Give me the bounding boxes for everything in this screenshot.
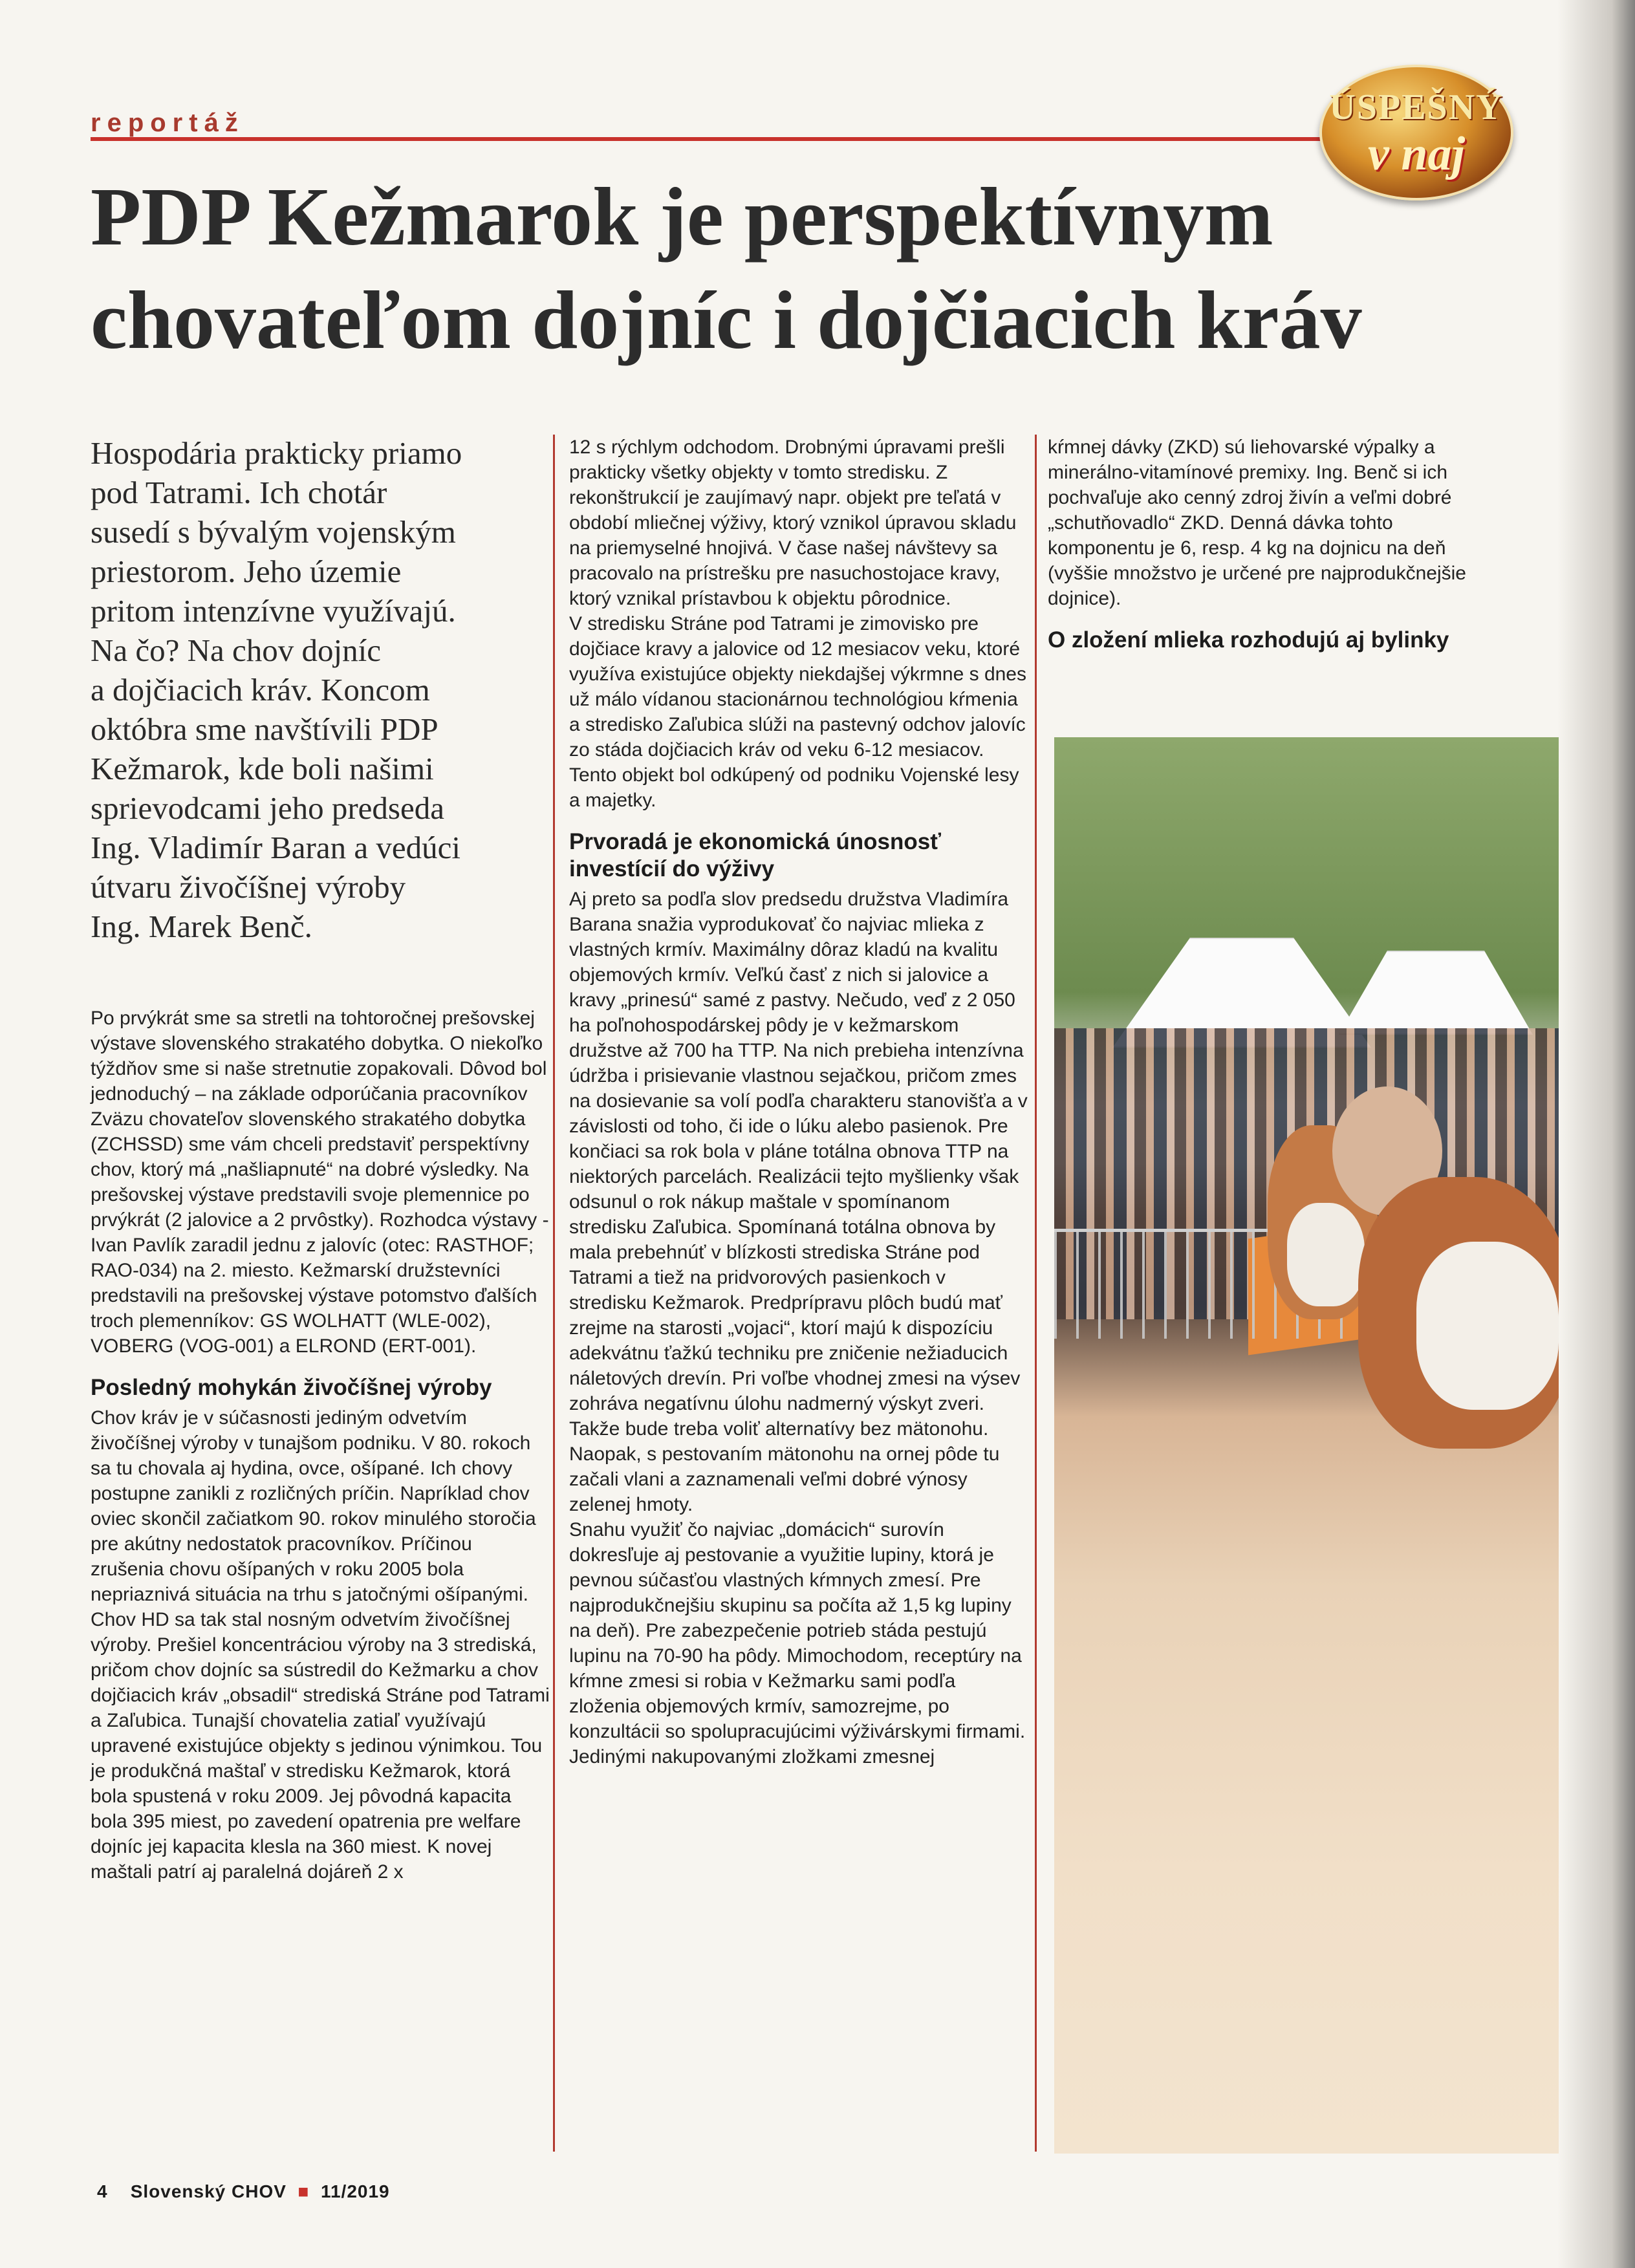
page-gutter [1557, 0, 1635, 2268]
white-tent-2 [1339, 951, 1533, 1035]
top-rule [91, 137, 1358, 141]
subheading: Prvoradá je ekonomická únosnosť investícií do výživy [569, 829, 942, 881]
lead-line: Na čo? Na chov dojníc [91, 632, 381, 668]
paragraph: Chov HD sa tak stal nosným odvetvím živočíšnej výroby. Prešiel koncentráciou výroby na 3 strediská, pričom chov dojníc sa sústredil do Kežmarku a chov dojčiacich kráv „obsadil“ strediská Stráne pod Tatrami a Zaľubica. Tunajší chovatelia zatiaľ využívajú upravené existujúce objekty s jedinou výnimkou. Tou je produkčná maštaľ v stredisku Kežmarok, ktorá bola spustená v roku 2009. Jej pôvodná kapacita bola 395 miest, po zavedení opatrenia pre welfare dojníc jej kapacita klesla na 360 miest. K novej maštali patrí aj paralelná dojáreň 2 x [91, 1609, 550, 1883]
lead-line: susedí s bývalým vojenským [91, 514, 456, 550]
column-divider-2 [1035, 435, 1037, 2152]
lead-line: priestorom. Jeho územie [91, 554, 402, 589]
lead-line: Hospodária prakticky priamo [91, 435, 462, 471]
section-label: reportáž [91, 109, 244, 137]
text-column-2 [569, 435, 1028, 1769]
magazine-name: Slovenský CHOV [130, 2181, 287, 2201]
paragraph: Jedinými nakupovanými zložkami zmesnej [569, 1746, 935, 1767]
paragraph: 12 s rýchlym odchodom. Drobnými úpravami prešli prakticky všetky objekty v tomto stredisku. Z rekonštrukcií je zaujímavý napr. objekt pre teľatá v období mliečnej výživy, ktorý vznikol úpravou skladu na priemyselné hnojivá. V čase našej návštevy sa pracovalo na prístrešku pre nasuchostojace kravy, ktorý vznikal prístavbou k objektu pôrodnice. [569, 437, 1017, 609]
cow-white-patch [1416, 1242, 1559, 1410]
page-footer [97, 2181, 390, 2202]
paragraph: kŕmnej dávky (ZKD) sú liehovarské výpalky a minerálno-vitamínové premixy. Ing. Benč si ich pochvaľuje ako cenný zdroj živín a veľmi dobré „schutňovadlo“ ZKD. Denná dávka tohto komponentu je 6, resp. 4 kg na dojnicu na deň (vyššie množstvo je určené pre najprodukčnejšie dojnice). [1048, 437, 1466, 609]
article-title [91, 165, 1384, 372]
subheading: O zložení mlieka rozhodujú aj bylinky [1048, 627, 1449, 653]
page-number: 4 [97, 2181, 108, 2201]
lead-paragraph [91, 433, 543, 946]
footer-separator: ■ [292, 2181, 316, 2201]
lead-line: Ing. Vladimír Baran a vedúci [91, 830, 460, 865]
subheading: Posledný mohykán živočíšnej výroby [91, 1375, 492, 1400]
lead-line: sprievodcami jeho predseda [91, 790, 444, 826]
lead-line: Kežmarok, kde boli našimi [91, 751, 434, 786]
text-column-1 [91, 1006, 550, 1885]
lead-line: útvaru živočíšnej výroby [91, 869, 406, 905]
badge-text-bottom: v naj [1367, 127, 1466, 180]
title-line-2: chovateľom dojníc i dojčiacich kráv [91, 274, 1362, 366]
lead-line: a dojčiacich kráv. Koncom [91, 672, 430, 707]
title-line-1: PDP Kežmarok je perspektívnym [91, 171, 1273, 263]
lead-line: Ing. Marek Benč. [91, 909, 312, 944]
paragraph: Po prvýkrát sme sa stretli na tohtoročnej prešovskej výstave slovenského strakatého dobytka. O niekoľko týždňov sme si naše stretnutie zopakovali. Dôvod bol jednoduchý – na základe odporúčania pracovníkov Zväzu chovateľov slovenského strakatého dobytka (ZCHSSD) sme vám chceli predstaviť perspektívny chov, ktorý má „našliapnuté“ na dobré výsledky. Na prešovskej výstave predstavili svoje plemennice po prvýkrát (2 jalovice a 2 prvôstky). Rozhodca výstavy - Ivan Pavlík zaradil jednu z jalovíc (otec: RASTHOF; RAO-034) na 2. miesto. Kežmarskí družstevníci predstavili na prešovskej výstave potomstvo ďalších troch plemenníkov: GS WOLHATT (WLE-002), VOBERG (VOG-001) a ELROND (ERT-001). [91, 1008, 549, 1357]
calf-white-patch [1287, 1203, 1365, 1306]
issue-number: 11/2019 [320, 2181, 390, 2201]
cattle-show-photo [1054, 737, 1559, 2154]
paragraph: V stredisku Stráne pod Tatrami je zimovisko pre dojčiace kravy a jalovice od 12 mesiacov veku, ktoré využíva existujúce objekty niekdajšej výkrmne s dnes už málo vídanou stacionárnou technológiou kŕmenia a stredisko Zaľubica slúži na pastevný odchov jalovíc zo stáda dojčiacich kráv od veku 6-12 mesiacov. Tento objekt bol odkúpený od podniku Vojenské lesy a majetky. [569, 613, 1026, 811]
text-column-3 [1048, 435, 1500, 658]
badge-text-top: ÚSPEŠNÝ [1329, 87, 1504, 127]
lead-line: pritom intenzívne využívajú. [91, 593, 456, 629]
paragraph: Aj preto sa podľa slov predsedu družstva Vladimíra Barana snažia vyprodukovať čo najviac mlieka z vlastných krmív. Maximálny dôraz kladú na kvalitu objemových krmív. Veľkú časť z nich si jalovice a kravy „prinesú“ samé z pastvy. Nečudo, veď z 2 050 ha poľnohospodárskej pôdy je v kežmarskom družstve až 700 ha TTP. Na nich prebieha intenzívna údržba i prisievanie vlastnou sejačkou, pričom zmes na dosievanie sa volí podľa charakteru stanovišťa a v závislosti od toho, či ide o lúku alebo pasienok. Pre končiaci sa rok bola v pláne totálna obnova TTP na niektorých parcelách. Realizácii tejto myšlienky však odsunul o rok nákup maštale v spomínanom stredisku Zaľubica. Spomínaná totálna obnova by mala prebehnúť v blízkosti strediska Stráne pod Tatrami a tiež na pridvorových pasienkoch v stredisku Kežmarok. Predprípravu plôch budú mať zrejme na starosti „vojaci“, ktorí majú k dispozíciu adekvátnu ťažkú techniku pre zničenie nežiaducich náletových drevín. Pri voľbe vhodnej zmesi na výsev zohráva negatívnu úlohu nadmerný výskyt zveri. Takže bude treba voliť alternatívy bez mätonohu. Naopak, s pestovaním mätonohu na ornej pôde tu začali vlani a zaznamenali veľmi dobré výnosy zelenej hmoty. [569, 889, 1028, 1515]
paragraph: Chov kráv je v súčasnosti jediným odvetvím živočíšnej výroby v tunajšom podniku. V 80. rokoch sa tu chovala aj hydina, ovce, ošípané. Ich chovy postupne zanikli z rozličných príčin. Napríklad chov oviec skončil začiatkom 90. rokov minulého storočia pre akútny nedostatok pracovníkov. Príčinou zrušenia chovu ošípaných v roku 2005 bola nepriaznivá situácia na trhu s jatočnými ošípanými. [91, 1407, 536, 1605]
lead-line: pod Tatrami. Ich chotár [91, 475, 387, 510]
column-divider-1 [553, 435, 555, 2152]
lead-line: októbra sme navštívili PDP [91, 711, 439, 747]
paragraph: Snahu využiť čo najviac „domácich“ surovín dokresľuje aj pestovanie a využitie lupiny, ktorá je pevnou súčasťou vlastných kŕmnych zmesí. Pre najprodukčnejšiu skupinu sa počíta až 1,5 kg lupiny na deň). Pre zabezpečenie potrieb stáda pestujú lupinu na 70-90 ha pôdy. Mimochodom, receptúry na kŕmne zmesi si robia v Kežmarku sami podľa zloženia objemových krmív, samozrejme, po konzultácii so spolupracujúcimi výživárskymi firmami. [569, 1519, 1026, 1742]
